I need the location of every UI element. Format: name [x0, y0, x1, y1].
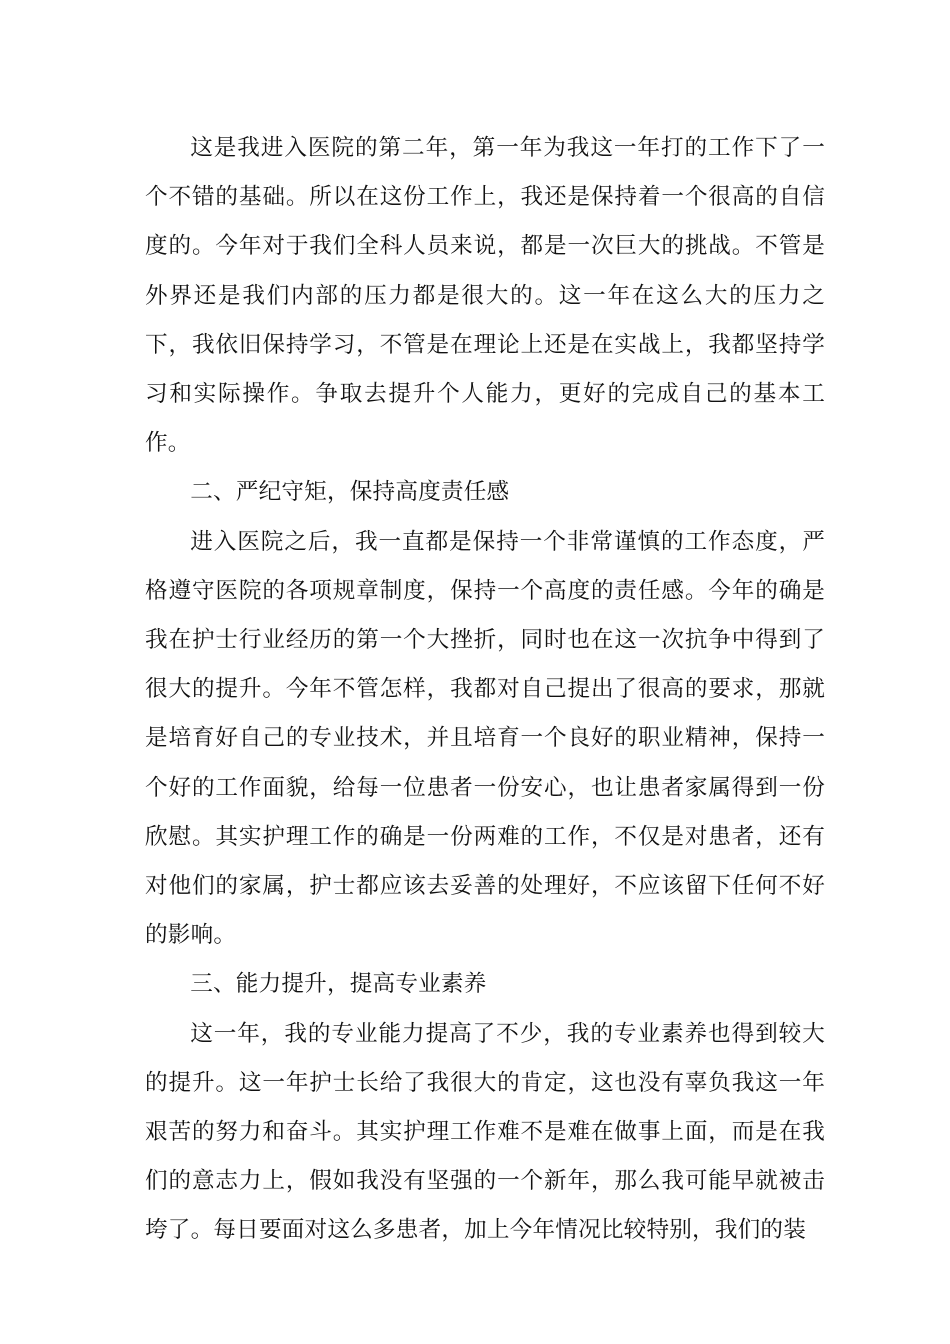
section-heading-discipline: 二、严纪守矩，保持高度责任感 — [190, 479, 510, 506]
paragraph-intro: 这是我进入医院的第二年，第一年为我这一年打的工作下了一个不错的基础。所以在这份工作上，我还是保持着一个很高的自信度的。今年对于我们全科人员来说，都是一次巨大的挑战。不管是外界还是我们内部的压力都是很大的。这一年在这么大的压力之下，我依旧保持学习，不管是在理论上还是在实战上，我都坚持学习和实际操作。争取去提升个人能力，更好的完成自己的基本工作。 — [145, 135, 825, 457]
section-heading-ability: 三、能力提升，提高专业素养 — [190, 971, 487, 998]
paragraph-ability: 这一年，我的专业能力提高了不少，我的专业素养也得到较大的提升。这一年护士长给了我很大的肯定，这也没有辜负我这一年艰苦的努力和奋斗。其实护理工作难不是难在做事上面，而是在我们的意志力上，假如我没有坚强的一个新年，那么我可能早就被击垮了。每日要面对这么多患者，加上今年情况比较特别，我们的装 — [145, 1020, 825, 1244]
paragraph-discipline: 进入医院之后，我一直都是保持一个非常谨慎的工作态度，严格遵守医院的各项规章制度，保持一个高度的责任感。今年的确是我在护士行业经历的第一个大挫折，同时也在这一次抗争中得到了很大的提升。今年不管怎样，我都对自己提出了很高的要求，那就是培育好自己的专业技术，并且培育一个良好的职业精神，保持一个好的工作面貌，给每一位患者一份安心，也让患者家属得到一份欣慰。其实护理工作的确是一份两难的工作，不仅是对患者，还有对他们的家属，护士都应该去妥善的处理好，不应该留下任何不好的影响。 — [145, 528, 825, 949]
document-body — [145, 124, 825, 1256]
